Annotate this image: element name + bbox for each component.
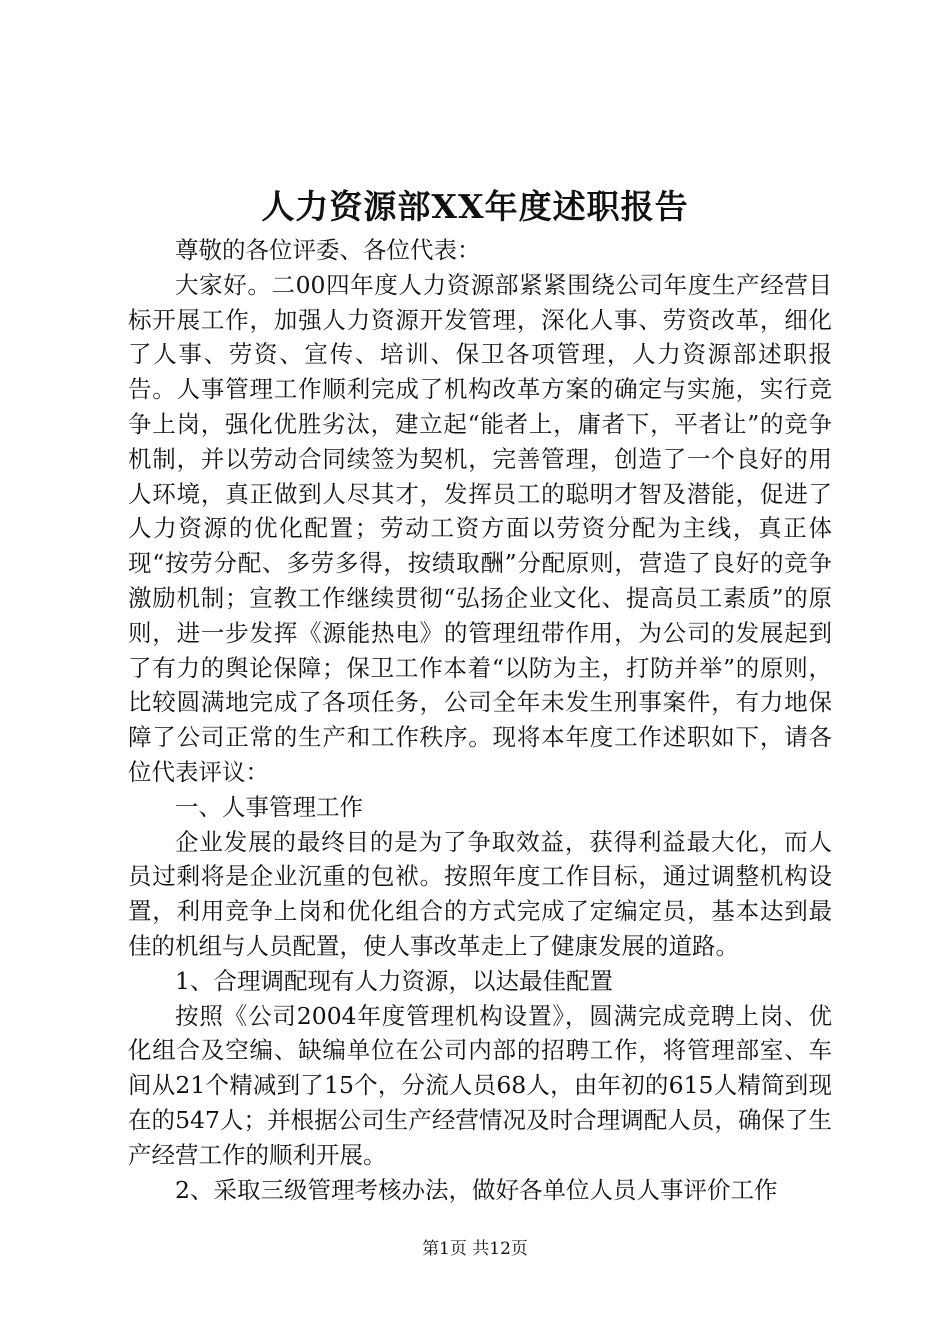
salutation-paragraph: 尊敬的各位评委、各位代表：: [175, 236, 481, 264]
subsection-heading: 2、采取三级管理考核办法，做好各单位人员人事评价工作: [175, 1175, 778, 1204]
document-title: 人力资源部XX年度述职报告: [261, 187, 689, 226]
intro-paragraph: 大家好。二00四年度人力资源部紧紧围绕公司年度生产经营目标开展工作，加强人力资源开发管理，深化人事、劳资改革，细化了人事、劳资、宣传、培训、保卫各项管理，人力资源部述职报告。人事管理工作顺利完成了机构改革方案的确定与实施，实行竞争上岗，强化优胜劣汰，建立起“能者上，庸者下，平者让”的竞争机制，并以劳动合同续签为契机，完善管理，创造了一个良好的用人环境，真正做到人尽其才，发挥员工的聪明才智及潜能，促进了人力资源的优化配置；劳动工资方面以劳资分配为主线，真正体现“按劳分配、多劳多得，按绩取酬”分配原则，营造了良好的竞争激励机制；宣教工作继续贯彻“弘扬企业文化、提高员工素质”的原则，进一步发挥《源能热电》的管理纽带作用，为公司的发展起到了有力的舆论保障；保卫工作本着“以防为主，打防并举”的原则，比较圆满地完成了各项任务，公司全年未发生刑事案件，有力地保障了公司正常的生产和工作秩序。现将本年度工作述职如下，请各位代表评议：: [128, 270, 832, 786]
section-heading: 一、人事管理工作: [175, 792, 363, 821]
document-body: [128, 233, 832, 1207]
body-paragraph: 按照《公司2004年度管理机构设置》，圆满完成竞聘上岗、优化组合及空编、缺编单位在公司内部的招聘工作，将管理部室、车间从21个精减到了15个，分流人员68人，由年初的615人精简到现在的547人；并根据公司生产经营情况及时合理调配人员，确保了生产经营工作的顺利开展。: [128, 1001, 832, 1169]
page-number-footer: 第1页 共12页: [422, 1239, 528, 1259]
body-paragraph: 企业发展的最终目的是为了争取效益，获得利益最大化，而人员过剩将是企业沉重的包袱。按照年度工作目标，通过调整机构设置，利用竞争上岗和优化组合的方式完成了定编定员，基本达到最佳的机组与人员配置，使人事改革走上了健康发展的道路。: [128, 827, 832, 960]
subsection-heading: 1、合理调配现有人力资源，以达最佳配置: [175, 966, 613, 995]
